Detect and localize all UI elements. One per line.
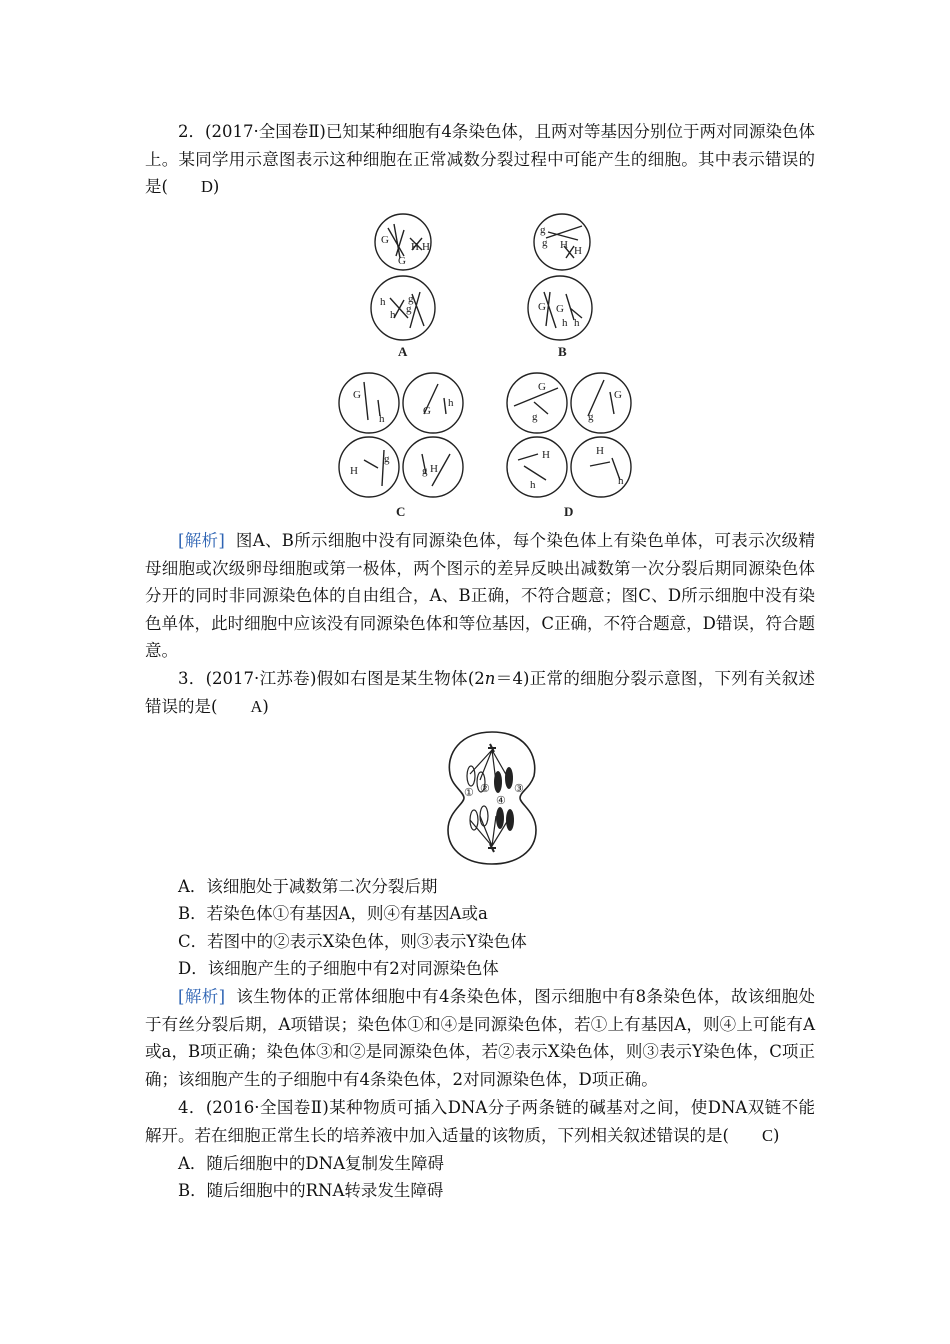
answer: A xyxy=(250,696,263,716)
figure-q3-cell-division xyxy=(440,728,544,868)
paren-close: ) xyxy=(262,696,269,716)
gene-label: H xyxy=(430,463,438,475)
gene-label: H xyxy=(542,449,550,461)
question-3 xyxy=(145,665,815,720)
question-source: (2017·江苏卷) xyxy=(205,669,317,688)
gene-label: g xyxy=(588,411,594,423)
figure-label-a: A xyxy=(398,344,408,359)
question-source: (2017·全国卷Ⅱ) xyxy=(205,122,326,141)
analysis-text: 该生物体的正常体细胞中有4条染色体，图示细胞中有8条染色体，故该细胞处于有丝分裂后期，A项错误；染色体①和④是同源染色体，若①上有基因A，则④上可能有A或a，B项正确；染色体③和②是同源染色体，若②表示X染色体，则③表示Y染色体，C项正确；该细胞产生的子细胞中有4条染色体，2对同源染色体，D项正确。 xyxy=(145,987,815,1089)
gene-label: G xyxy=(538,381,546,393)
analysis-tag: [解析] xyxy=(178,531,225,550)
question-2 xyxy=(145,118,815,201)
gene-label: H xyxy=(596,445,604,457)
gene-label: G xyxy=(538,301,546,313)
gene-label: g xyxy=(422,465,428,477)
option-d: D．该细胞产生的子细胞中有2对同源染色体 xyxy=(178,959,499,978)
gene-label: H xyxy=(411,241,419,253)
gene-label: G xyxy=(398,255,406,267)
option-a: A．随后细胞中的DNA复制发生障碍 xyxy=(178,1154,444,1173)
option-b: B．若染色体①有基因A，则④有基因A或a xyxy=(178,904,488,923)
paren-close: ) xyxy=(212,177,220,197)
figure-q2-cd xyxy=(334,370,644,520)
gene-label: h xyxy=(562,317,568,329)
gene-label: g xyxy=(408,293,414,305)
gene-label: h xyxy=(530,479,536,491)
question-number: 2． xyxy=(178,122,206,141)
gene-label: G xyxy=(381,234,389,246)
chromosome-label-3: ③ xyxy=(514,783,524,795)
gene-label: g xyxy=(542,237,548,249)
gene-label: g xyxy=(384,453,390,465)
chromosome-label-2: ② xyxy=(480,783,490,795)
gene-label: h xyxy=(448,397,454,409)
analysis-text: 图A、B所示细胞中没有同源染色体，每个染色体上有染色单体，可表示次级精母细胞或次级卵母细胞或第一极体，两个图示的差异反映出减数第一次分裂后期同源染色体分开的同时非同源染色体的自由组合，A、B正确，不符合题意；图C、D所示细胞中没有染色单体，此时细胞中应该没有同源染色体和等位基因，C正确，不符合题意，D错误，符合题意。 xyxy=(145,531,815,661)
chromosome-label-1: ① xyxy=(464,787,474,799)
chromosome-label-4: ④ xyxy=(496,795,506,807)
gene-label: H xyxy=(574,245,582,257)
question-number: 4． xyxy=(178,1098,206,1117)
gene-label: G xyxy=(556,303,564,315)
answer: C xyxy=(761,1125,773,1145)
option-b: B．随后细胞中的RNA转录发生障碍 xyxy=(178,1181,444,1200)
figure-label-c: C xyxy=(396,504,406,519)
question-stem-cont: ＝4)正常的细胞分裂示意图，下列有关叙述错误的是( xyxy=(145,669,815,716)
paren-close: ) xyxy=(772,1125,780,1145)
gene-label: g xyxy=(540,224,546,236)
figure-label-b: B xyxy=(558,344,567,359)
figure-label-d: D xyxy=(564,504,574,519)
gene-label: G xyxy=(353,389,361,401)
question-source: (2016·全国卷Ⅱ) xyxy=(205,1098,329,1117)
option-c: C．若图中的②表示X染色体，则③表示Y染色体 xyxy=(178,932,527,951)
analysis-tag: [解析] xyxy=(178,987,226,1006)
figure-q2-ab xyxy=(360,208,640,364)
analysis-q3 xyxy=(145,983,815,1093)
analysis-q2 xyxy=(145,527,815,665)
question-stem: 某种物质可插入DNA分子两条链的碱基对之间，使DNA双链不能解开。若在细胞正常生长的培养液中加入适量的该物质，下列相关叙述错误的是( xyxy=(145,1098,816,1145)
variable-n: n xyxy=(484,669,496,688)
gene-label: h xyxy=(390,309,396,321)
gene-label: h xyxy=(618,475,624,487)
question-4 xyxy=(145,1094,815,1149)
option-a: A．该细胞处于减数第二次分裂后期 xyxy=(178,877,438,896)
answer: D xyxy=(200,177,213,197)
gene-label: G xyxy=(423,405,431,417)
gene-label: h xyxy=(574,317,580,329)
gene-label: g xyxy=(532,411,538,423)
gene-label: h xyxy=(379,413,385,425)
question-stem: 假如右图是某生物体(2 xyxy=(316,669,485,688)
gene-label: H xyxy=(350,465,358,477)
gene-label: G xyxy=(614,389,622,401)
gene-label: H xyxy=(422,241,430,253)
gene-label: g xyxy=(406,303,412,315)
gene-label: H xyxy=(560,239,568,251)
question-number: 3． xyxy=(178,669,206,688)
gene-label: h xyxy=(380,296,386,308)
question-stem: 已知某种细胞有4条染色体，且两对等基因分别位于两对同源染色体上。某同学用示意图表示这种细胞在正常减数分裂过程中可能产生的细胞。其中表示错误的是( xyxy=(145,122,816,197)
